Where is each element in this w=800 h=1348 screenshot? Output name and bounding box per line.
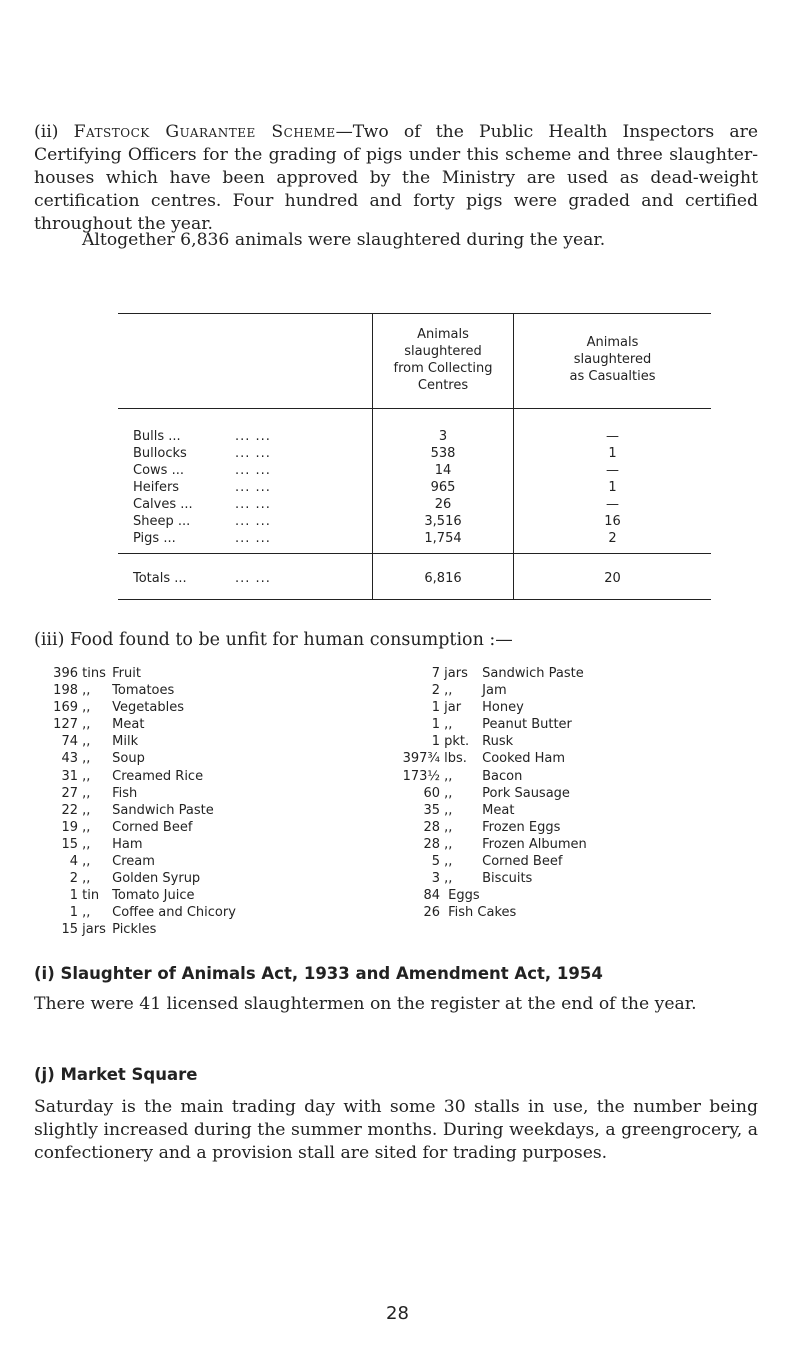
table-total-collecting: 6,816 (424, 571, 462, 586)
table-row-label: Bullocks ... ... (133, 446, 271, 461)
food-list-right (400, 665, 587, 921)
header-collecting: Animals slaughtered from Collecting Centres (393, 327, 493, 393)
list-item: 15 ,, Ham (61, 836, 143, 852)
table-cell-collecting: 26 (434, 497, 452, 512)
table-cell-collecting: 1,754 (424, 531, 462, 546)
table-row-label: Pigs ... ... ... (133, 531, 271, 546)
table-cell-casualties: — (606, 463, 619, 478)
list-item: 7 jars Sandwich Paste (431, 666, 584, 681)
list-item: 26 Fish Cakes (423, 905, 517, 921)
table-cell-casualties: 2 (608, 531, 617, 546)
table-cell-casualties: 1 (608, 446, 617, 461)
list-item: 22 ,, Sandwich Paste (61, 802, 214, 818)
header-casualties: Animals slaughtered as Casualties (569, 335, 656, 384)
list-item: 74 ,, Milk (61, 734, 139, 750)
section-ii-title: Fatstock Guarantee Scheme (73, 122, 336, 142)
list-item: 31 ,, Creamed Rice (61, 768, 204, 784)
list-item: 60 ,, Pork Sausage (423, 785, 570, 801)
table-cell-casualties: — (606, 429, 619, 444)
food-list-left (48, 665, 236, 939)
list-item: 5 ,, Corned Beef (431, 854, 563, 870)
list-item: 84 Eggs (423, 888, 480, 904)
table-cell-collecting: 3,516 (424, 514, 462, 529)
slaughter-table (118, 313, 711, 600)
table-row-label: Sheep ... ... ... (133, 514, 271, 529)
list-item: 43 ,, Soup (61, 751, 145, 767)
table-cell-casualties: 16 (604, 514, 621, 529)
table-bottom-rule (118, 599, 711, 600)
list-item: 19 ,, Corned Beef (61, 819, 193, 835)
list-item: 2 ,, Golden Syrup (69, 871, 201, 887)
section-iii-title: (iii) Food found to be unfit for human consumption :— (34, 630, 513, 650)
table-cell-casualties: 1 (608, 480, 617, 495)
list-item: 1 ,, Peanut Butter (431, 717, 572, 733)
list-item: 28 ,, Frozen Albumen (423, 836, 587, 852)
table-row-label: Bulls ... ... ... (133, 429, 271, 444)
list-item: 169 ,, Vegetables (53, 700, 184, 716)
table-row-label: Calves ... ... ... (133, 497, 271, 512)
list-item: 173½ ,, Bacon (402, 768, 523, 784)
list-item: 1 pkt. Rusk (431, 734, 514, 750)
section-j-text: Saturday is the main trading day with some 30 stalls in use, the number being slightly increased during the summer months. During weekdays, a greengrocery, a confectionery and a provision stall are sited for trading purposes. (34, 1097, 758, 1163)
table-cell-collecting: 538 (430, 446, 456, 461)
table-total-casualties: 20 (604, 571, 621, 586)
list-item: 4 ,, Cream (69, 854, 155, 870)
table-row-label: Cows ... ... ... (133, 463, 271, 478)
list-item: 1 ,, Coffee and Chicory (69, 905, 236, 921)
list-item: 1 tin Tomato Juice (69, 888, 195, 904)
altogether-line: Altogether 6,836 animals were slaughtered during the year. (82, 230, 606, 250)
table-cell-collecting: 965 (430, 480, 456, 495)
list-item: 27 ,, Fish (61, 785, 138, 801)
list-item: 28 ,, Frozen Eggs (423, 819, 561, 835)
section-i-heading: (i) Slaughter of Animals Act, 1933 and Amendment Act, 1954 (34, 964, 603, 983)
table-row-label: Heifers ... ... (133, 480, 271, 495)
list-item: 127 ,, Meat (53, 717, 145, 733)
section-j-heading: (j) Market Square (34, 1065, 198, 1084)
list-item: 397¾ lbs. Cooked Ham (402, 751, 565, 767)
table-cell-collecting: 14 (434, 463, 452, 478)
page-number: 28 (386, 1303, 409, 1324)
list-item: 198 ,, Tomatoes (53, 683, 175, 699)
list-item: 396 tins Fruit (53, 666, 141, 681)
table-top-rule (118, 313, 711, 314)
fatstock-paragraph (34, 121, 758, 236)
table-totals-label: Totals ... ... ... (133, 571, 271, 586)
table-header-rule (118, 408, 711, 409)
section-ii-prefix: (ii) (34, 122, 59, 142)
section-i-text: There were 41 licensed slaughtermen on the register at the end of the year. (34, 994, 697, 1014)
section-ii-text: —Two of the Public Health Inspectors are Certifying Officers for the grading of pigs under this scheme and three slaughter-houses which have been approved by the Ministry are used as dead-weight certification centres. Four hundred and forty pigs were graded and certified throughout the year. (34, 122, 759, 234)
list-item: 35 ,, Meat (423, 802, 515, 818)
list-item: 1 jar Honey (431, 700, 524, 716)
list-item: 15 jars Pickles (61, 922, 157, 938)
table-cell-collecting: 3 (438, 429, 448, 444)
list-item: 2 ,, Jam (431, 683, 507, 699)
table-totals-rule (118, 553, 711, 554)
list-item: 3 ,, Biscuits (431, 871, 533, 887)
table-cell-casualties: — (606, 497, 619, 512)
